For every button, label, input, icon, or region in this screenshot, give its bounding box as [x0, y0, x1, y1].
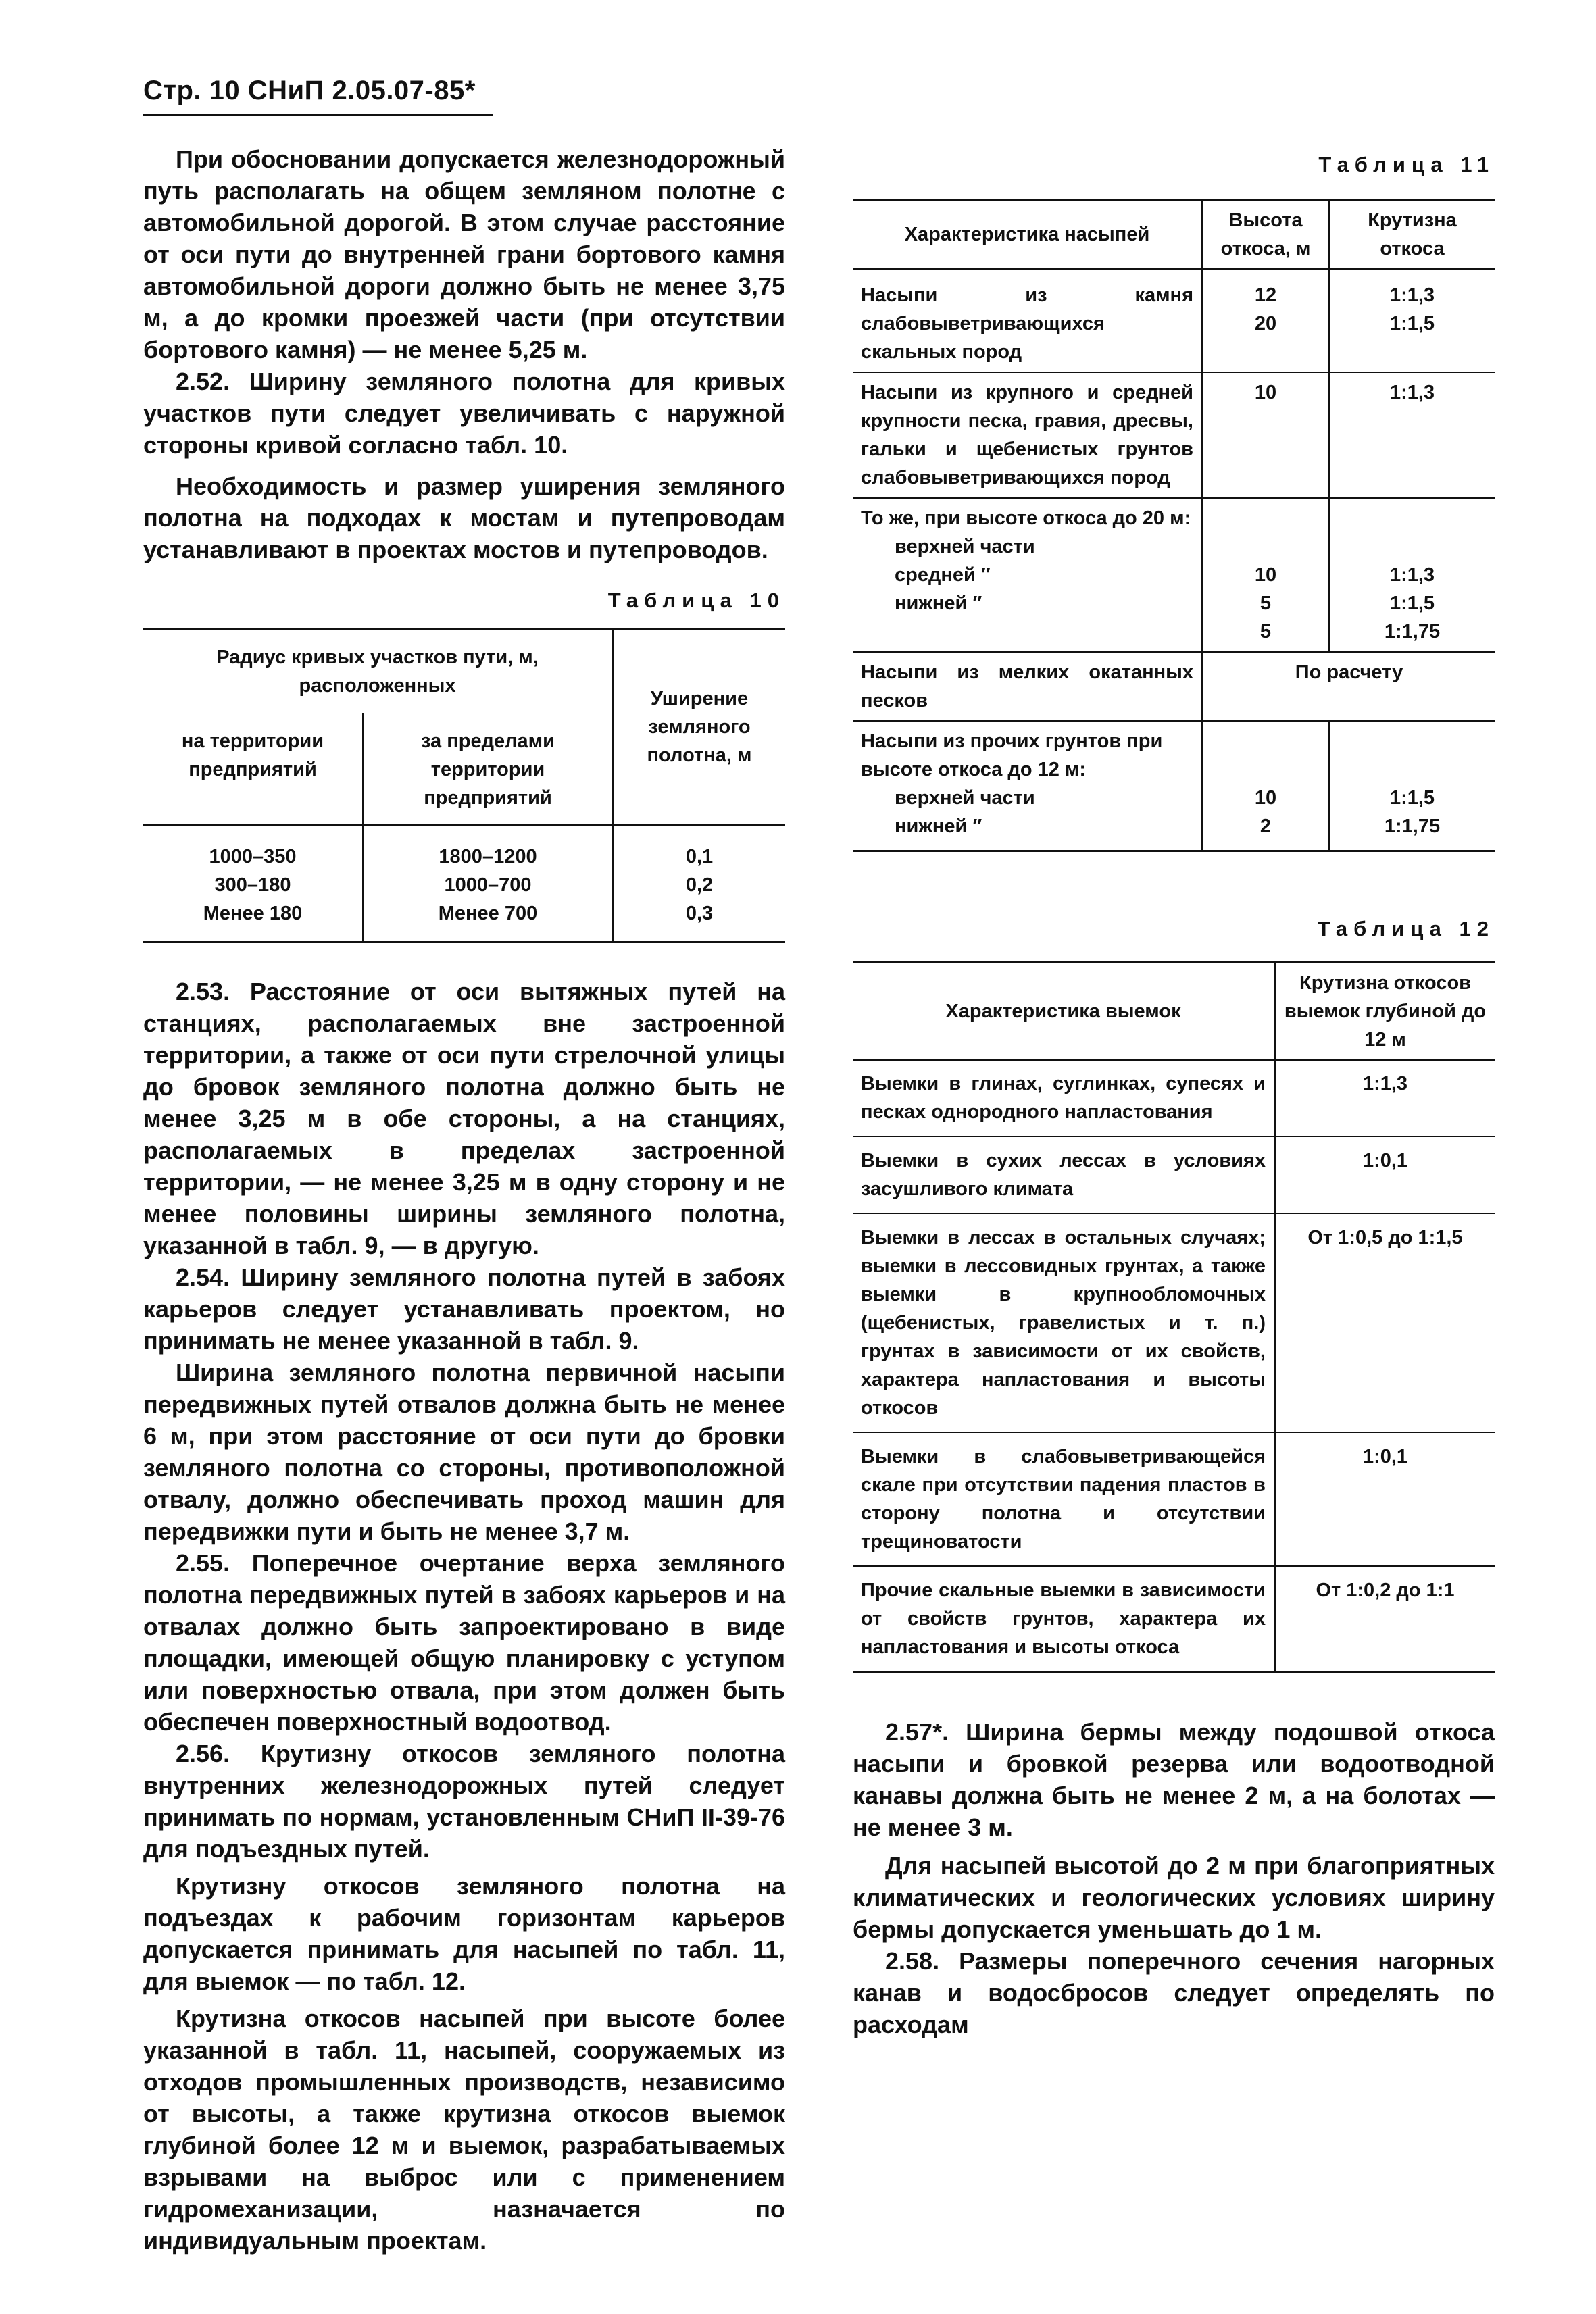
table-cell: От 1:0,5 до 1:1,5 — [1275, 1213, 1495, 1432]
table-header: Характеристика насыпей — [853, 200, 1203, 270]
table-header: Высота откоса, м — [1203, 200, 1329, 270]
paragraph-2-55: 2.55. Поперечное очертание верха земляного полотна передвижных путей в забоях карьеров и на отвалах должно быть запроектировано в виде площадки, имеющей общую планировку с уступом или поверхностью отвала, при этом должен быть обеспечен поверхностный водоотвод. — [143, 1549, 785, 1736]
paragraph: Для насыпей высотой до 2 м при благоприятных климатических и геологических условиях ширину бермы допускается уменьшать до 1 м. — [853, 1852, 1495, 1943]
table-header: Крутизна откосов выемок глубиной до 12 м — [1284, 972, 1487, 1051]
table-header: на территории предприятий — [143, 713, 364, 826]
table-cell: По расчету — [1203, 652, 1495, 721]
table-cell: Выемки в глинах, суглинках, супесях и песках однородного напластования — [853, 1061, 1275, 1137]
paragraph: Крутизна откосов насыпей при высоте более указанной в табл. 11, насыпей, сооружаемых из отходов промышленных производств, независимо от высоты, а также крутизна откосов выемок глубиной более 12 м и выемок, разрабатываемых взрывами на выброс или с применением гидромеханизации, назначается по индивидуальным проектам. — [143, 2005, 785, 2255]
table-cell: 1:1,3 1:1,5 1:1,75 — [1329, 498, 1495, 652]
table-cell: 1:1,3 1:1,5 — [1389, 284, 1435, 334]
paragraph-2-58: 2.58. Размеры поперечного сечения нагорных канав и водосбросов следует определять по расходам — [853, 1947, 1495, 2038]
table-cell: 1:0,1 — [1275, 1432, 1495, 1566]
table-header: Радиус кривых участков пути, м, расположенных — [143, 629, 613, 714]
table-10 — [143, 628, 785, 943]
table-cell: 10 2 — [1203, 721, 1329, 851]
table-cell: 0,1 0,2 0,3 — [685, 846, 714, 924]
page-header: Стр. 10 СНиП 2.05.07-85* — [143, 76, 476, 105]
paragraph-2-52: 2.52. Ширину земляного полотна для кривых участков пути следует увеличивать с наружной стороны кривой согласно табл. 10. — [143, 368, 785, 459]
table-cell: 1:1,3 — [1362, 1073, 1408, 1095]
table-header: Крутизна откоса — [1368, 209, 1457, 259]
table-cell: 1:0,1 — [1275, 1136, 1495, 1213]
table-12 — [853, 961, 1495, 1673]
table-cell: Выемки в лессах в остальных случаях; выемки в лессовидных грунтах, а также выемки в крупнообломочных (щебенистых, гравелистых и т. п.) грунтах в зависимости от их свойств, характера напластования и высоты откосов — [853, 1213, 1275, 1432]
table-cell: Насыпи из крупного и средней крупности песка, гравия, дресвы, гальки и щебенистых грунтов слабовыветривающихся пород — [853, 372, 1203, 498]
table-header: за пределами территории предприятий — [364, 713, 613, 826]
table-cell: То же, при высоте откоса до 20 м: верхней части средней ″ нижней ″ — [853, 498, 1203, 652]
table-cell: Насыпи из камня слабовыветривающихся скальных пород — [853, 270, 1203, 373]
table-cell: 1800–1200 1000–700 Менее 700 — [364, 826, 613, 942]
table-10-caption: Таблица 10 — [607, 588, 785, 612]
paragraph-2-54: 2.54. Ширину земляного полотна путей в забоях карьеров следует устанавливать проектом, но принимать не менее указанной в табл. 9. — [143, 1263, 785, 1355]
table-cell: 10 — [1203, 372, 1329, 498]
table-cell: 12 20 — [1203, 270, 1329, 373]
table-cell: Прочие скальные выемки в зависимости от свойств грунтов, характера их напластования и высоты откоса — [853, 1566, 1275, 1672]
paragraph: Необходимость и размер уширения земляного полотна на подходах к мостам и путепроводам устанавливают в проектах мостов и путепроводов. — [143, 472, 785, 563]
header-rule — [143, 114, 493, 116]
table-cell: Выемки в слабовыветривающейся скале при отсутствии падения пластов в сторону полотна и отсутствии трещиноватости — [853, 1432, 1275, 1566]
table-header: Уширение земляного полотна, м — [647, 688, 752, 766]
table-header: Характеристика выемок — [853, 963, 1275, 1061]
left-column — [143, 143, 785, 2257]
table-cell: Выемки в сухих лессах в условиях засушливого климата — [853, 1136, 1275, 1213]
table-cell: 1:1,5 1:1,75 — [1329, 721, 1495, 851]
table-12-caption: Таблица 12 — [1317, 917, 1495, 940]
table-cell: 1:1,3 — [1329, 372, 1495, 498]
paragraph: При обосновании допускается железнодорожный путь располагать на общем земляном полотне с автомобильной дорогой. В этом случае расстояние от оси пути до внутренней грани бортового камня автомобильной дороги должно быть не менее 3,75 м, а до кромки проезжей части (при отсутствии бортового камня) — не менее 5,25 м. — [143, 145, 785, 363]
table-11 — [853, 199, 1495, 852]
paragraph-2-53: 2.53. Расстояние от оси вытяжных путей на станциях, располагаемых вне застроенной территории, а также от оси пути стрелочной улицы до бровок земляного полотна должно быть не менее 3,25 м в обе стороны, а на станциях, располагаемых в пределах застроенной территории, — не менее 3,25 м в одну сторону и не менее половины ширины земляного полотна, указанной в табл. 9, — в другую. — [143, 978, 785, 1259]
paragraph-2-57: 2.57*. Ширина бермы между подошвой откоса насыпи и бровкой резерва или водоотводной канавы должна быть не менее 2 м, а на болотах — не менее 3 м. — [853, 1718, 1495, 1841]
paragraph: Ширина земляного полотна первичной насыпи передвижных путей отвалов должна быть не менее 6 м, при этом расстояние от оси пути до бровки земляного полотна со стороны, противоположной отвалу, должно обеспечивать проход машин для передвижки пути и быть не менее 3,7 м. — [143, 1359, 785, 1545]
table-cell: 1000–350 300–180 Менее 180 — [143, 826, 364, 942]
table-11-caption: Таблица 11 — [1318, 153, 1495, 176]
paragraph: Крутизну откосов земляного полотна на подъездах к рабочим горизонтам карьеров допускается принимать для насыпей по табл. 11, для выемок — по табл. 12. — [143, 1872, 785, 1995]
table-cell: От 1:0,2 до 1:1 — [1275, 1566, 1495, 1672]
table-cell: 10 5 5 — [1203, 498, 1329, 652]
right-column — [853, 143, 1495, 2040]
paragraph-2-56: 2.56. Крутизну откосов земляного полотна внутренних железнодорожных путей следует принимать по нормам, установленным СНиП II-39-76 для подъездных путей. — [143, 1740, 785, 1863]
table-cell: Насыпи из мелких окатанных песков — [853, 652, 1203, 721]
table-cell: Насыпи из прочих грунтов при высоте откоса до 12 м: верхней части нижней ″ — [853, 721, 1203, 851]
